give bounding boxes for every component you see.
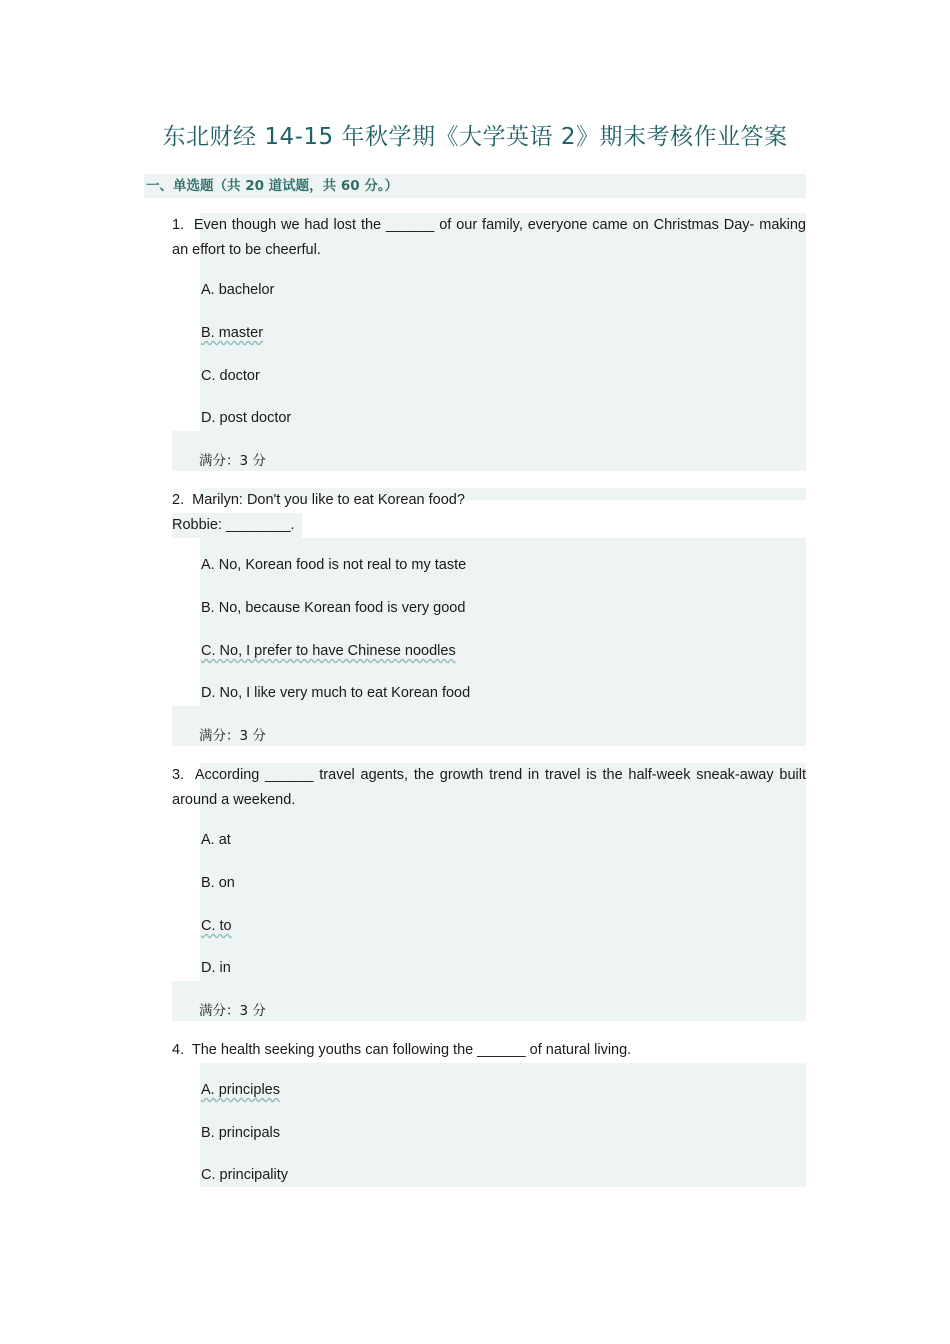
question-1-text	[172, 213, 806, 263]
score-panel	[172, 981, 806, 1021]
option-b: B. master	[201, 325, 264, 341]
option-b: B. No, because Korean food is very good	[201, 600, 466, 616]
question-4-text	[172, 1038, 806, 1063]
question-stem: According ______ travel agents, the growth trend in travel is the half-week sneak-away built around a weekend.	[172, 767, 806, 808]
option-d: D. No, I like very much to eat Korean food	[201, 685, 471, 701]
score-panel	[172, 431, 806, 471]
option-a: A. at	[201, 832, 231, 848]
question-4	[172, 1038, 806, 1063]
options-panel	[200, 1063, 806, 1187]
option-a: A. principles	[201, 1082, 280, 1098]
score-label: 满分：3 分	[199, 453, 266, 469]
score-label: 满分：3 分	[199, 1003, 266, 1019]
question-2	[172, 488, 806, 538]
option-c: C. doctor	[201, 368, 260, 384]
question-number: 1.	[172, 217, 185, 233]
score-label: 满分：3 分	[199, 728, 266, 744]
question-number: 4.	[172, 1042, 185, 1058]
question-1	[172, 213, 806, 263]
question-2-text	[172, 488, 806, 513]
question-stem: Marilyn: Don't you like to eat Korean food?	[192, 492, 465, 508]
question-3	[172, 763, 806, 813]
options-panel	[200, 813, 806, 981]
option-b: B. principals	[201, 1125, 280, 1141]
option-c: C. principality	[201, 1167, 289, 1183]
option-a: A. No, Korean food is not real to my taste	[201, 557, 467, 573]
question-number: 3.	[172, 767, 185, 783]
document-title: 东北财经 14-15 年秋学期《大学英语 2》期末考核作业答案	[162, 124, 788, 150]
option-b: B. on	[201, 875, 235, 891]
question-stem: The health seeking youths can following the ______ of natural living.	[191, 1042, 632, 1058]
question-3-text	[172, 763, 806, 813]
options-panel	[200, 263, 806, 431]
score-panel	[172, 706, 806, 746]
question-stem: Even though we had lost the ______ of our family, everyone came on Christmas Day- making an effort to be cheerful.	[172, 217, 806, 258]
option-c: C. No, I prefer to have Chinese noodles	[201, 643, 456, 659]
option-d: D. in	[201, 960, 231, 976]
section-header: 一、单选题（共 20 道试题，共 60 分。）	[144, 174, 806, 198]
question-2-reply: Robbie: ________.	[172, 513, 302, 538]
option-c: C. to	[201, 918, 232, 934]
question-number: 2.	[172, 492, 185, 508]
option-d: D. post doctor	[201, 410, 292, 426]
option-a: A. bachelor	[201, 282, 275, 298]
